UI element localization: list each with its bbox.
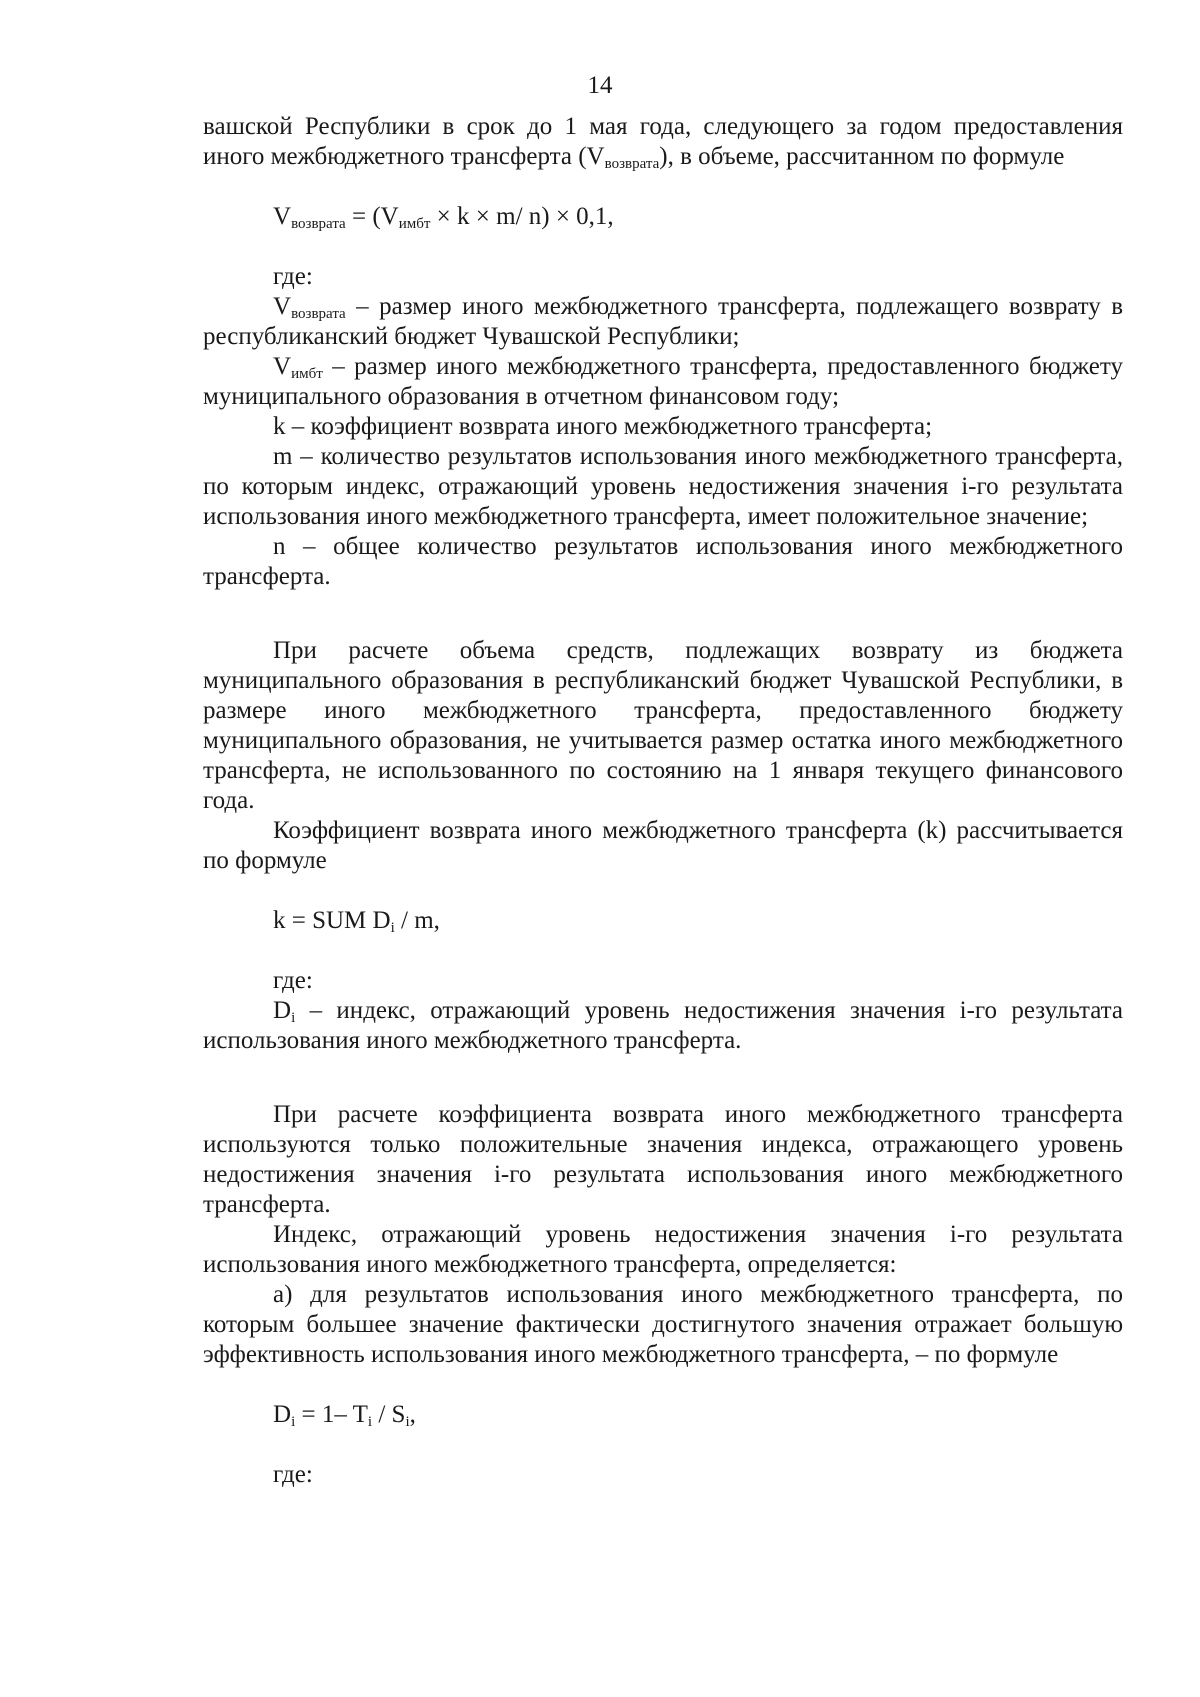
definition-k: k – коэффициент возврата иного межбюджетного трансферта;: [273, 413, 933, 440]
where-label: где:: [273, 263, 313, 290]
formula-di: $D_i = 1-$ $T_i / S_i$,: [273, 1401, 416, 1430]
coefficient-paragraph: Коэффициент возврата иного межбюджетного трансферта (k) рассчитывается по формуле: [203, 817, 1123, 874]
where-label: где:: [273, 967, 313, 994]
definition-n: n – общее количество результатов использования иного межбюджетного трансферта.: [203, 533, 1123, 590]
document-body: [203, 112, 1123, 1490]
calculation-paragraph: При расчете объема средств, подлежащих возврату из бюджета муниципального образования в республиканский бюджет Чувашской Республики, в размере иного межбюджетного трансферта, предоставленного бюджету муниципального образования, не учитывается размер остатка иного межбюджетного трансферта, не использованного по состоянию на 1 января текущего финансового года.: [203, 637, 1123, 814]
formula-v-vozvrata: $V_{возврата} = (V_{имбт} \times k \times m/$ n) × 0,1,: [273, 203, 614, 232]
item-a-paragraph: а) для результатов использования иного межбюджетного трансферта, по которым большее значение фактически достигнутого значения отражает большую эффективность использования иного межбюджетного трансферта, – по формуле: [203, 1281, 1123, 1368]
coefficient-calc-paragraph: При расчете коэффициента возврата иного межбюджетного трансферта используются только положительные значения индекса, отражающего уровень недостижения значения i-го результата использования иного межбюджетного трансферта.: [203, 1101, 1123, 1218]
index-paragraph: Индекс, отражающий уровень недостижения значения i-го результата использования иного межбюджетного трансферта, определяется:: [203, 1221, 1123, 1278]
formula-k: k = SUM $D_i$ / m,: [273, 907, 440, 936]
intro-paragraph: вашской Республики в срок до 1 мая года, следующего за годом предоставления иного межбюджетного трансферта $(V_{возврата})$, в объеме, рассчитанном по формуле: [203, 113, 1123, 172]
where-label: где:: [273, 1461, 313, 1488]
definition-v-imbt: $V_{имбт}$ – размер иного межбюджетного трансферта, предоставленного бюджету муниципального образования в отчетном финансовом году;: [203, 353, 1123, 410]
definition-m: m – количество результатов использования иного межбюджетного трансферта, по которым индекс, отражающий уровень недостижения значения i-го результата использования иного межбюджетного трансферта, имеет положительное значение;: [203, 443, 1123, 530]
page-number: 14: [587, 72, 613, 99]
definition-v-vozvrata: $V_{возврата}$ – размер иного межбюджетного трансферта, подлежащего возврату в республиканский бюджет Чувашской Республики;: [203, 293, 1123, 350]
definition-di: $D_i$ – индекс, отражающий уровень недостижения значения i-го результата использования иного межбюджетного трансферта.: [203, 997, 1123, 1054]
